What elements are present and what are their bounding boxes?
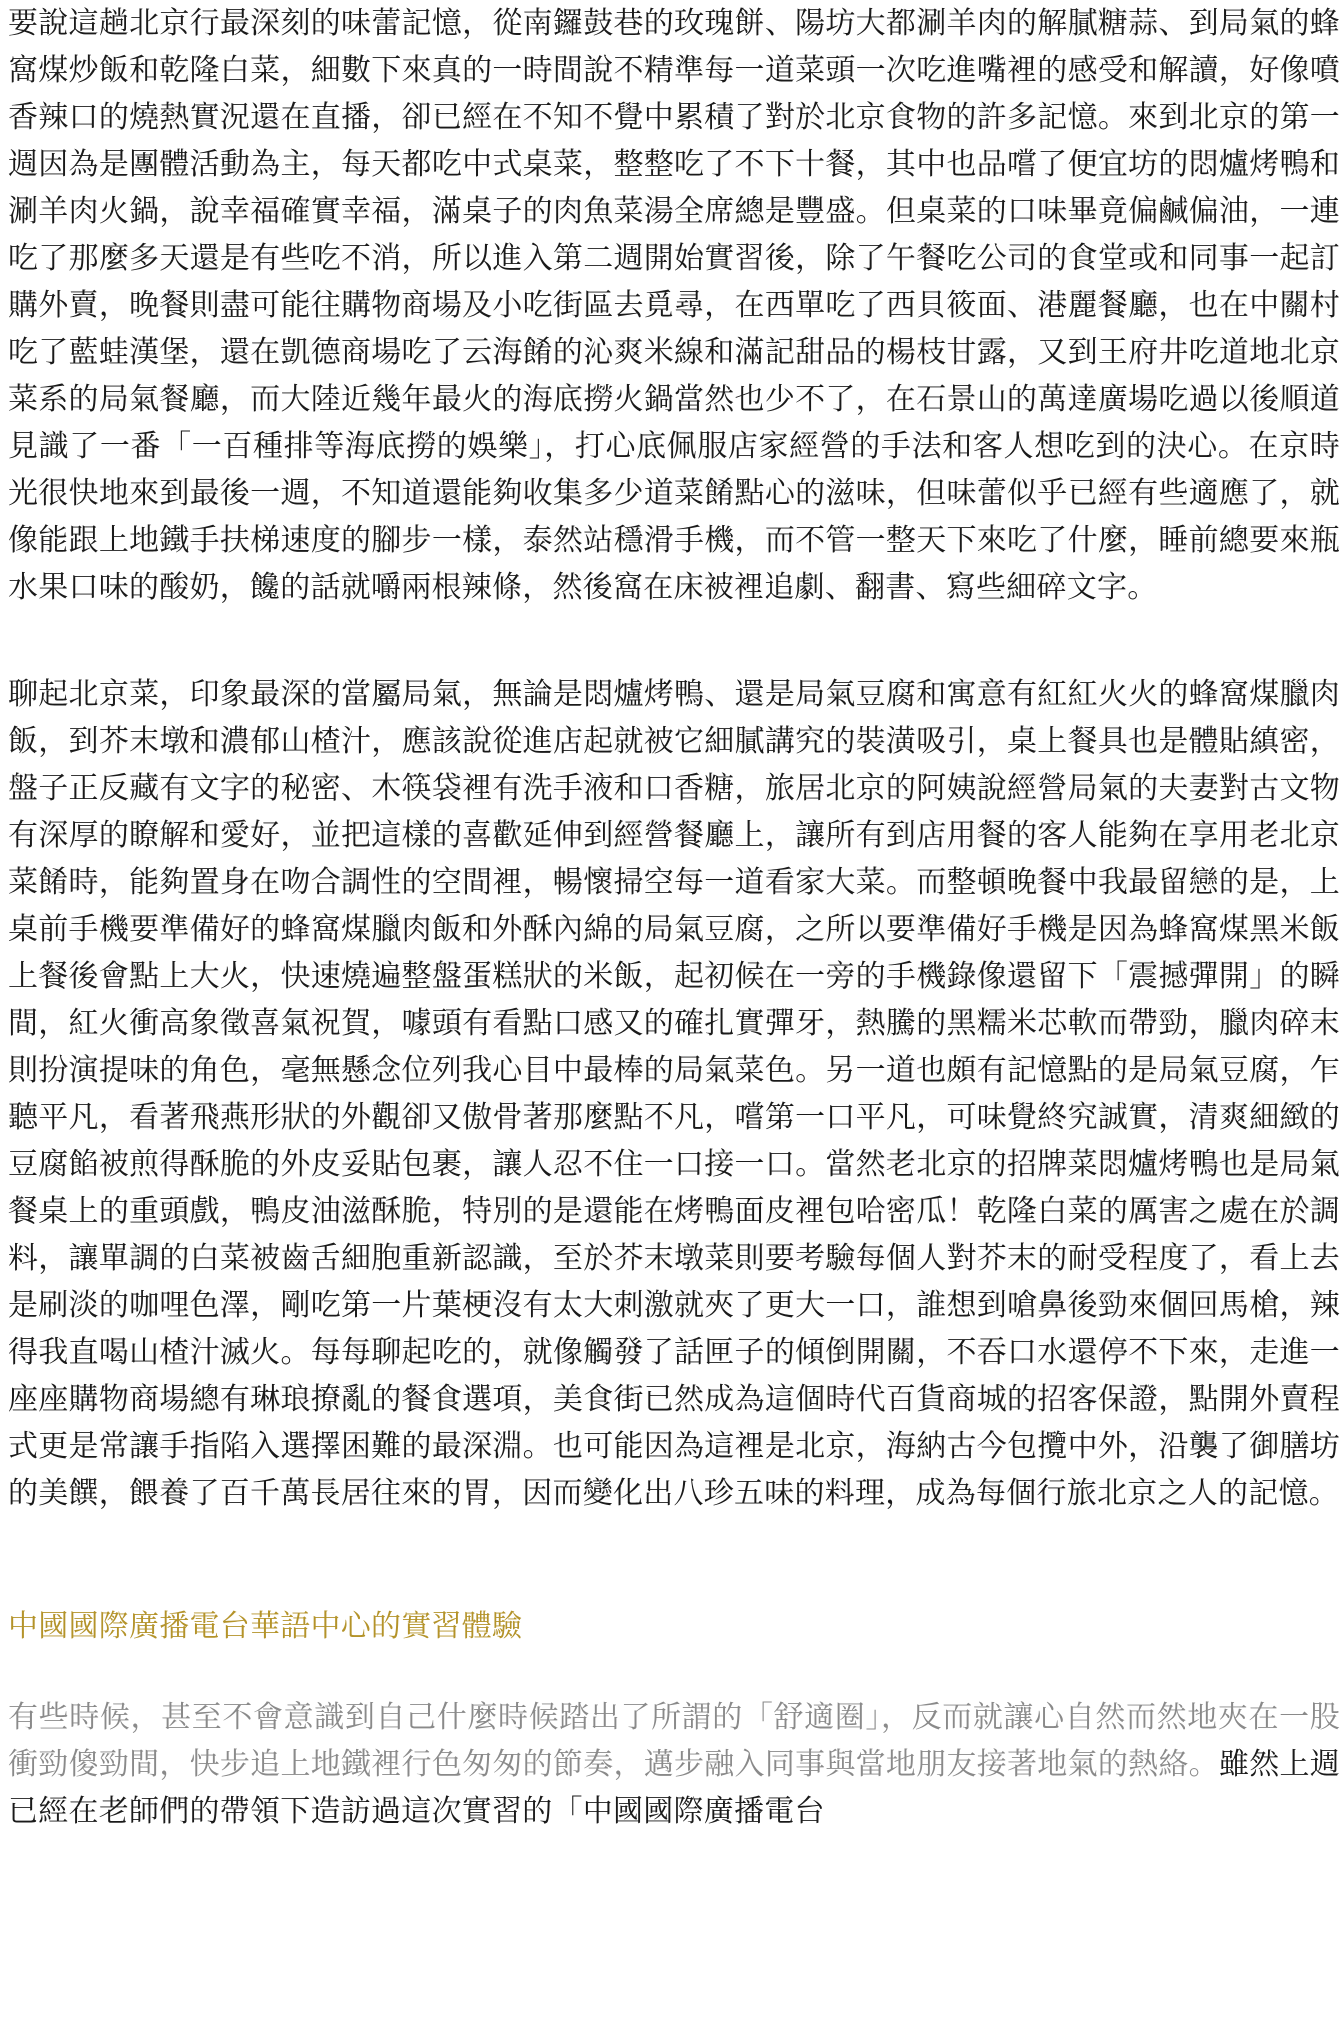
paragraph-internship-intro [8, 1694, 1340, 1835]
dark-text: 雖然上週已經在老師們的帶領下造訪過這次實習的「中國國際廣播電台 [8, 1747, 1341, 1829]
article [8, 0, 1340, 1835]
faded-text: 有些時候，甚至不會意識到自己什麼時候踏出了所謂的「舒適圈」，反而就讓心自然而然地夾在一股衝勁傻勁間，快步追上地鐵裡行色匆匆的節奏，邁步融入同事與當地朋友接著地氣的熱絡。 [8, 1700, 1340, 1782]
paragraph-beijing-cuisine: 聊起北京菜，印象最深的當屬局氣，無論是悶爐烤鴨、還是局氣豆腐和寓意有紅紅火火的蜂窩煤臘肉飯，到芥末墩和濃郁山楂汁，應該說從進店起就被它細膩講究的裝潢吸引，桌上餐具也是體貼縝密，盤子正反藏有文字的秘密、木筷袋裡有洗手液和口香糖，旅居北京的阿姨說經營局氣的夫妻對古文物有深厚的瞭解和愛好，並把這樣的喜歡延伸到經營餐廳上，讓所有到店用餐的客人能夠在享用老北京菜餚時，能夠置身在吻合調性的空間裡，暢懷掃空每一道看家大菜。而整頓晚餐中我最留戀的是，上桌前手機要準備好的蜂窩煤臘肉飯和外酥內綿的局氣豆腐，之所以要準備好手機是因為蜂窩煤黑米飯上餐後會點上大火，快速燒遍整盤蛋糕狀的米飯，起初候在一旁的手機錄像還留下「震撼彈開」的瞬間，紅火衝高象徵喜氣祝賀，噱頭有看點口感又的確扎實彈牙，熱騰的黑糯米芯軟而帶勁，臘肉碎末則扮演提味的角色，毫無懸念位列我心目中最棒的局氣菜色。另一道也頗有記憶點的是局氣豆腐，乍聽平凡，看著飛燕形狀的外觀卻又傲骨著那麼點不凡，嚐第一口平凡，可味覺終究誠實，清爽細緻的豆腐餡被煎得酥脆的外皮妥貼包裹，讓人忍不住一口接一口。當然老北京的招牌菜悶爐烤鴨也是局氣餐桌上的重頭戲，鴨皮油滋酥脆，特別的是還能在烤鴨面皮裡包哈密瓜！乾隆白菜的厲害之處在於調料，讓單調的白菜被齒舌細胞重新認識，至於芥末墩菜則要考驗每個人對芥末的耐受程度了，看上去是刷淡的咖哩色澤，剛吃第一片葉梗沒有太大刺激就夾了更大一口，誰想到嗆鼻後勁來個回馬槍，辣得我直喝山楂汁滅火。每每聊起吃的，就像觸發了話匣子的傾倒開關，不吞口水還停不下來，走進一座座購物商場總有琳琅撩亂的餐食選項，美食街已然成為這個時代百貨商城的招客保證，點開外賣程式更是常讓手指陷入選擇困難的最深淵。也可能因為這裡是北京，海納古今包攬中外，沿襲了御膳坊的美饌，餵養了百千萬長居往來的胃，因而變化出八珍五味的料理，成為每個行旅北京之人的記憶。 [8, 677, 1340, 1511]
section-heading-internship: 中國國際廣播電台華語中心的實習體驗 [8, 1609, 523, 1644]
paragraph-beijing-food-memories: 要說這趟北京行最深刻的味蕾記憶，從南鑼鼓巷的玫瑰餅、陽坊大都涮羊肉的解膩糖蒜、到局氣的蜂窩煤炒飯和乾隆白菜，細數下來真的一時間說不精準每一道菜頭一次吃進嘴裡的感受和解讀，好像噴香辣口的燒熱實況還在直播，卻已經在不知不覺中累積了對於北京食物的許多記憶。來到北京的第一週因為是團體活動為主，每天都吃中式桌菜，整整吃了不下十餐，其中也品嚐了便宜坊的悶爐烤鴨和涮羊肉火鍋，說幸福確實幸福，滿桌子的肉魚菜湯全席總是豐盛。但桌菜的口味畢竟偏鹹偏油，一連吃了那麼多天還是有些吃不消，所以進入第二週開始實習後，除了午餐吃公司的食堂或和同事一起訂購外賣，晚餐則盡可能往購物商場及小吃街區去覓尋，在西單吃了西貝筱面、港麗餐廳，也在中關村吃了藍蛙漢堡，還在凱德商場吃了云海餚的沁爽米線和滿記甜品的楊枝甘露，又到王府井吃道地北京菜系的局氣餐廳，而大陸近幾年最火的海底撈火鍋當然也少不了，在石景山的萬達廣場吃過以後順道見識了一番「一百種排等海底撈的娛樂」，打心底佩服店家經營的手法和客人想吃到的決心。在京時光很快地來到最後一週，不知道還能夠收集多少道菜餚點心的滋味，但味蕾似乎已經有些適應了，就像能跟上地鐵手扶梯速度的腳步一樣，泰然站穩滑手機，而不管一整天下來吃了什麼，睡前總要來瓶水果口味的酸奶，饞的話就嚼兩根辣條，然後窩在床被裡追劇、翻書、寫些細碎文字。 [8, 6, 1340, 605]
